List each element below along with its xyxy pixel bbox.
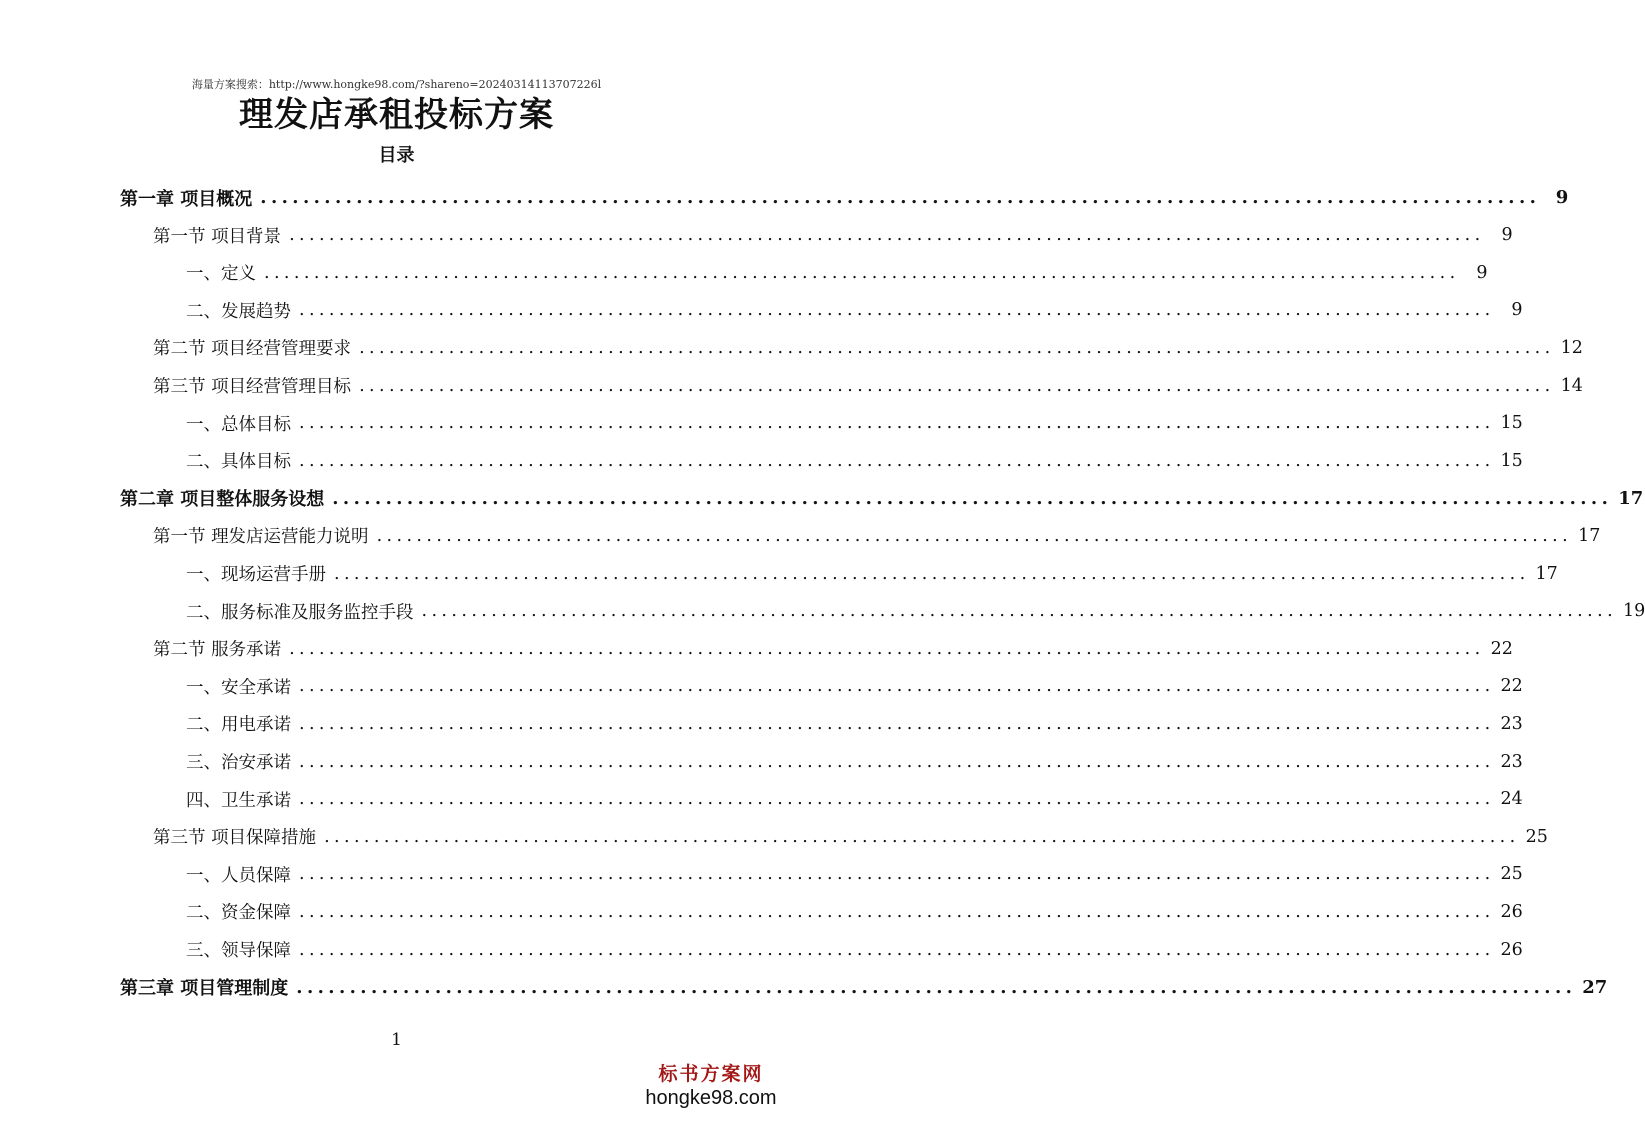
toc-entry-page: 23 <box>1500 751 1523 772</box>
toc-entry-label: 第二节 服务承诺 <box>153 640 282 661</box>
toc-leader-dots: ........................................................................................................................ <box>332 487 1613 509</box>
toc-entry[interactable] <box>120 480 1644 517</box>
toc-entry-label: 一、定义 <box>186 264 256 285</box>
toc-entry-page: 22 <box>1500 676 1523 697</box>
toc-entry-page: 9 <box>1511 300 1523 321</box>
toc-leader-dots: ........................................................................................................................ <box>296 976 1577 998</box>
toc-entry-label: 二、服务标准及服务监控手段 <box>186 602 414 623</box>
toc-entry[interactable] <box>186 292 1523 329</box>
toc-entry[interactable] <box>186 705 1523 742</box>
toc-entry-page: 17 <box>1618 487 1644 509</box>
toc-entry-page: 9 <box>1476 262 1488 283</box>
toc-leader-dots: ........................................................................................................................ <box>376 525 1573 546</box>
toc-entry-page: 22 <box>1490 638 1513 659</box>
toc-entry-label: 一、安全承诺 <box>186 677 291 698</box>
toc-entry-page: 27 <box>1582 976 1608 998</box>
toc-entry-page: 25 <box>1525 826 1548 847</box>
toc-leader-dots: ........................................................................................................................ <box>359 375 1555 396</box>
toc-entry-page: 23 <box>1500 713 1523 734</box>
toc-leader-dots: ........................................................................................................................ <box>421 601 1618 622</box>
toc-entry-label: 第一节 项目背景 <box>153 226 282 247</box>
toc-entry[interactable] <box>186 668 1523 705</box>
toc-leader-dots: ........................................................................................................................ <box>299 864 1495 885</box>
toc-entry[interactable] <box>153 217 1513 254</box>
toc-entry-page: 15 <box>1500 413 1523 434</box>
toc-leader-dots: ........................................................................................................................ <box>334 563 1530 584</box>
watermark-en-text: hongke98.com <box>645 1087 777 1109</box>
toc-entry[interactable] <box>186 254 1488 291</box>
toc-entry-label: 第一章 项目概况 <box>120 188 253 210</box>
toc-entry-page: 24 <box>1500 789 1523 810</box>
site-watermark-logo <box>643 1062 779 1110</box>
toc-entry-label: 二、用电承诺 <box>186 715 291 736</box>
toc-entry[interactable] <box>186 555 1558 592</box>
toc-entry[interactable] <box>120 179 1569 216</box>
toc-entry[interactable] <box>153 517 1601 554</box>
toc-entry[interactable] <box>186 781 1523 818</box>
toc-entry-label: 第一节 理发店运营能力说明 <box>153 527 369 548</box>
toc-entry[interactable] <box>120 969 1608 1006</box>
document-title: 理发店承租投标方案 <box>239 95 554 135</box>
toc-leader-dots: ........................................................................................................................ <box>299 901 1495 922</box>
toc-entry[interactable] <box>153 367 1583 404</box>
toc-entry-label: 二、发展趋势 <box>186 301 291 322</box>
toc-entry-label: 二、资金保障 <box>186 903 291 924</box>
toc-leader-dots: ........................................................................................................................ <box>289 225 1485 246</box>
toc-entry-label: 第三章 项目管理制度 <box>120 978 289 1000</box>
toc-entry-page: 9 <box>1555 187 1569 208</box>
toc-entry-label: 第三节 项目保障措施 <box>153 828 317 849</box>
toc-entry-page: 17 <box>1578 525 1601 546</box>
toc-entry[interactable] <box>186 442 1523 479</box>
toc-entry[interactable] <box>186 743 1523 780</box>
toc-entry-page: 26 <box>1500 939 1523 960</box>
toc-leader-dots: ........................................................................................................................ <box>324 826 1520 847</box>
toc-entry-label: 三、领导保障 <box>186 941 291 961</box>
toc-heading: 目录 <box>378 145 415 166</box>
toc-entry-page: 12 <box>1560 337 1583 358</box>
toc-entry[interactable] <box>186 893 1523 930</box>
toc-leader-dots: ........................................................................................................................ <box>260 187 1541 208</box>
toc-entry[interactable] <box>186 931 1523 968</box>
toc-leader-dots: ........................................................................................................................ <box>289 638 1485 659</box>
toc-entry-label: 一、现场运营手册 <box>186 565 326 585</box>
toc-entry-page: 17 <box>1535 563 1558 584</box>
toc-entry[interactable] <box>186 405 1523 442</box>
toc-leader-dots: ........................................................................................................................ <box>299 300 1495 321</box>
toc-leader-dots: ........................................................................................................................ <box>299 713 1495 734</box>
toc-entry-label: 二、具体目标 <box>186 452 291 473</box>
toc-entry-label: 一、总体目标 <box>186 414 291 435</box>
toc-entry-label: 四、卫生承诺 <box>186 790 291 811</box>
toc-entry[interactable] <box>153 329 1583 366</box>
toc-leader-dots: ........................................................................................................................ <box>299 789 1495 810</box>
toc-leader-dots: ........................................................................................................................ <box>299 676 1495 697</box>
toc-entry-label: 第二节 项目经营管理要求 <box>153 339 352 360</box>
watermark-cn-text: 标书方案网 <box>658 1063 764 1085</box>
toc-leader-dots: ........................................................................................................................ <box>299 450 1495 471</box>
toc-entry-page: 19 <box>1623 601 1645 622</box>
toc-entry-label: 一、人员保障 <box>186 865 291 886</box>
toc-leader-dots: ........................................................................................................................ <box>264 262 1460 283</box>
toc-entry[interactable] <box>186 593 1645 630</box>
toc-leader-dots: ........................................................................................................................ <box>299 413 1495 434</box>
page-number: 1 <box>391 1030 402 1050</box>
toc-entry-label: 第二章 项目整体服务设想 <box>120 489 325 511</box>
toc-entry-page: 25 <box>1500 864 1523 885</box>
toc-entry[interactable] <box>153 818 1548 855</box>
toc-leader-dots: ........................................................................................................................ <box>299 939 1495 960</box>
toc-entry-page: 9 <box>1501 225 1513 246</box>
toc-leader-dots: ........................................................................................................................ <box>299 751 1495 772</box>
toc-entry-page: 26 <box>1500 901 1523 922</box>
toc-entry-page: 14 <box>1560 375 1583 396</box>
toc-entry-page: 15 <box>1500 450 1523 471</box>
toc-entry-label: 第三节 项目经营管理目标 <box>153 377 352 397</box>
toc-entry-label: 三、治安承诺 <box>186 753 291 773</box>
toc-leader-dots: ........................................................................................................................ <box>359 337 1555 358</box>
source-search-link[interactable]: 海量方案搜索：http://www.hongke98.com/?shareno=20240314113707226l <box>191 78 602 91</box>
toc-entry[interactable] <box>186 856 1523 893</box>
toc-entry[interactable] <box>153 630 1513 667</box>
